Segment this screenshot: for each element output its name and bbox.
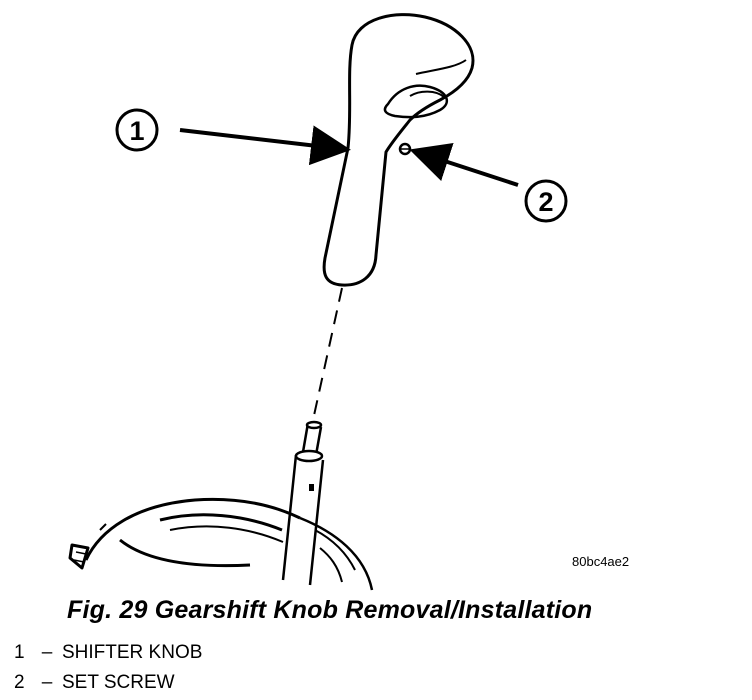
set-screw bbox=[400, 144, 410, 154]
callout-1-number: 1 bbox=[129, 116, 145, 146]
shifter-console bbox=[70, 499, 372, 590]
callout-1-arrow bbox=[180, 130, 343, 149]
legend-label: SHIFTER KNOB bbox=[62, 642, 203, 663]
legend-dash: – bbox=[41, 642, 53, 663]
legend-item bbox=[14, 638, 202, 668]
legend-number: 2 bbox=[14, 672, 25, 693]
alignment-dashed-line bbox=[313, 288, 342, 420]
callout-1 bbox=[117, 110, 157, 150]
legend-item bbox=[14, 668, 202, 698]
image-code: 80bc4ae2 bbox=[572, 554, 630, 569]
callout-2-arrow bbox=[417, 152, 518, 185]
shift-lever-shaft bbox=[283, 422, 323, 585]
shifter-knob bbox=[324, 15, 473, 285]
callout-2 bbox=[526, 181, 566, 221]
legend-label: SET SCREW bbox=[62, 672, 175, 693]
legend-dash: – bbox=[41, 672, 53, 693]
callout-2-number: 2 bbox=[538, 187, 554, 217]
legend-number: 1 bbox=[14, 642, 25, 663]
figure-caption: Fig. 29 Gearshift Knob Removal/Installation bbox=[67, 596, 593, 624]
legend bbox=[14, 638, 202, 698]
